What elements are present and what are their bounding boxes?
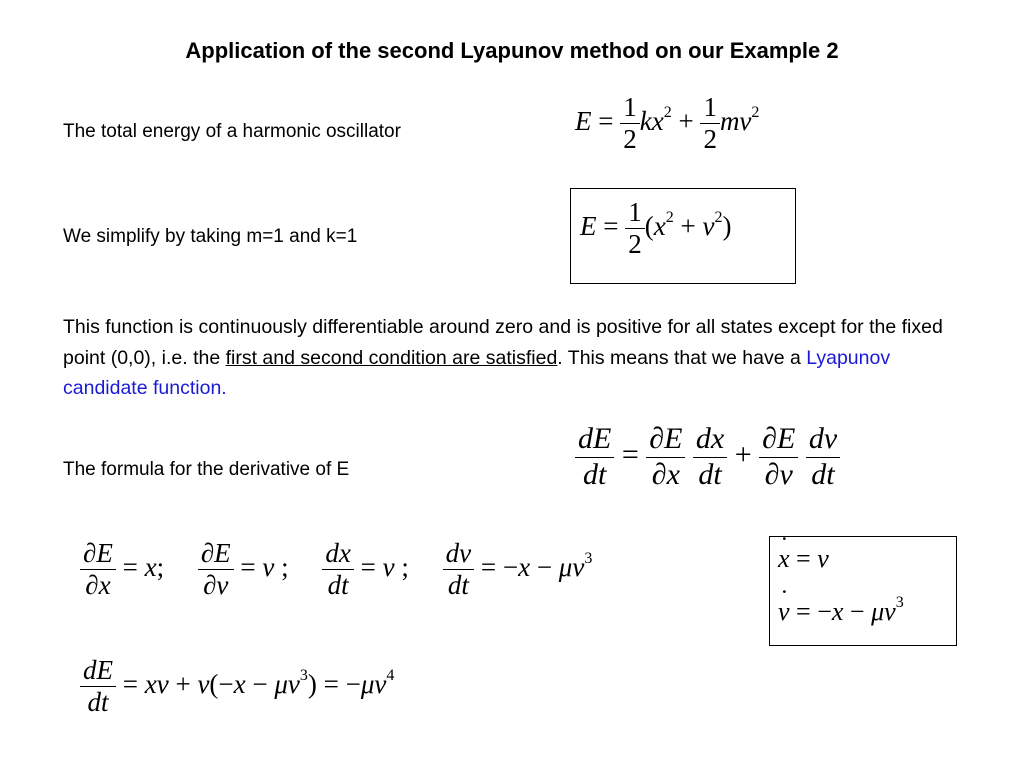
- derivative-label: The formula for the derivative of E: [63, 459, 350, 480]
- derivative-formula: $\frac{dE}{dt}$ = $\frac{\partial E}{\partial x}$ $\frac{dx}{dt}$ + $\frac{\partial E}{\partial v}$ $\frac{dv}{dt}$: [575, 422, 840, 492]
- lyapunov-paragraph: [63, 312, 943, 404]
- para-text-2: . This means that we have a: [557, 346, 807, 369]
- conditions-underlined: first and second condition are satisfied: [225, 346, 558, 369]
- simplify-label: We simplify by taking m=1 and k=1: [63, 226, 358, 247]
- final-derivative-equation: $\frac{dE}{dt}$ = xv + $v(-x - \mu v^3) = -\mu v^4$: [80, 655, 394, 718]
- simplified-energy-equation: E = $\frac{1}{2}$ $(x^2 + v^2)$: [580, 197, 732, 260]
- partial-derivatives-row: $\frac{\partial E}{\partial x}$ = x; $\frac{\partial E}{\partial v}$ = v ; $\frac{dx}{dt}$ = v ; $\frac{dv}{dt}$ = $-x - \mu v^3$: [80, 538, 592, 601]
- system-eq-v: v ˙ = $-x - \mu v^3$: [778, 597, 904, 627]
- para-text-1: This function is continuously differentiable around zero and is positive for all states except for the fixed point (0,0), i.e. the: [63, 316, 943, 369]
- energy-equation: E = $\frac{1}{2}$ $kx^2$ + $\frac{1}{2}$ $mv^2$: [575, 92, 760, 155]
- system-eq-x: x ˙ = v: [778, 544, 829, 574]
- lyapunov-candidate-text: Lyapunov candidate function.: [63, 346, 891, 399]
- total-energy-label: The total energy of a harmonic oscillator: [63, 121, 401, 142]
- slide-title: Application of the second Lyapunov method on our Example 2: [185, 38, 839, 63]
